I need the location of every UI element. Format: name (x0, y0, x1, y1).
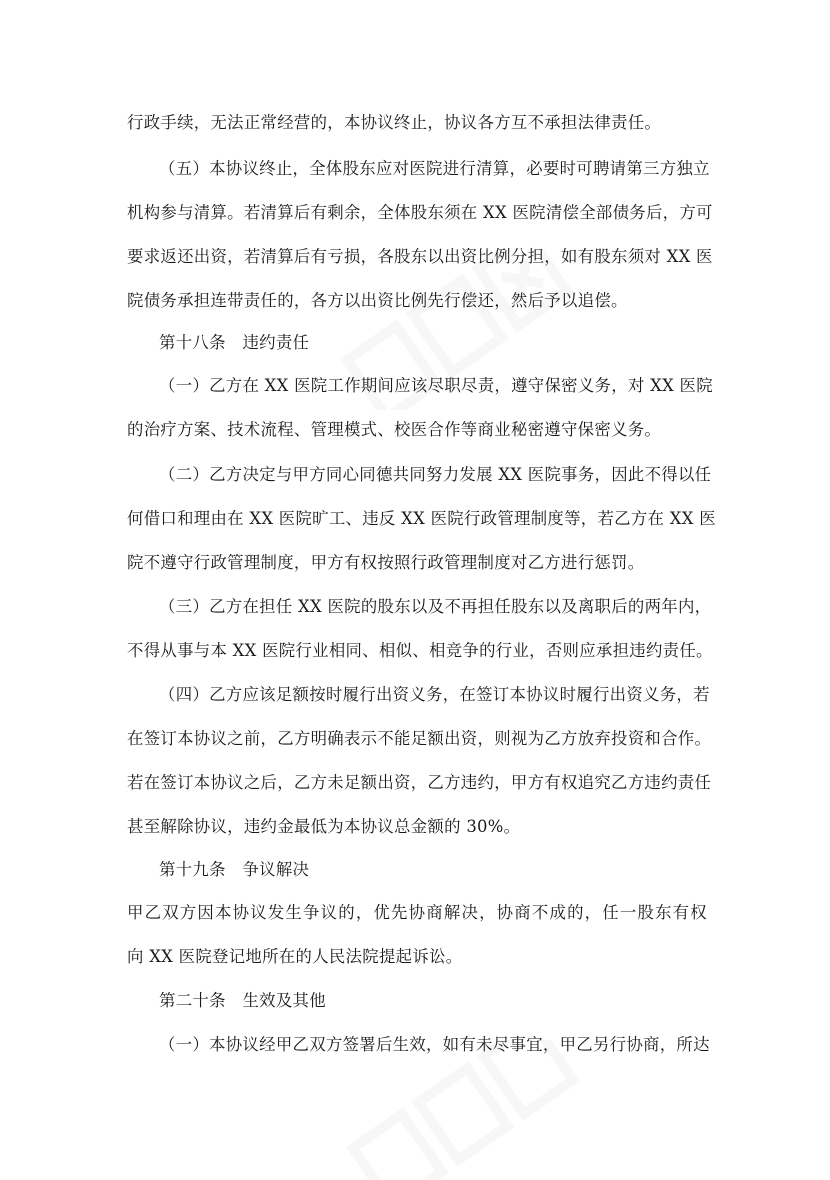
paragraph-line: （二）乙方决定与甲方同心同德共同努力发展 XX 医院事务，因此不得以任 (159, 465, 712, 484)
paragraph-line: 向 XX 医院登记地所在的人民法院提起诉讼。 (127, 947, 463, 966)
paragraph-line: （四）乙方应该足额按时履行出资义务，在签订本协议时履行出资义务，若 (159, 685, 710, 704)
section-heading: 第二十条 生效及其他 (159, 991, 326, 1010)
paragraph-line: （三）乙方在担任 XX 医院的股东以及不再担任股东以及离职后的两年内， (159, 597, 712, 616)
paragraph-line: 甲乙双方因本协议发生争议的，优先协商解决，协商不成的，任一股东有权 (127, 903, 707, 922)
section-heading: 第十八条 违约责任 (159, 333, 310, 352)
paragraph-line: 何借口和理由在 XX 医院旷工、违反 XX 医院行政管理制度等，若乙方在 XX 医 (127, 509, 716, 528)
paragraph-line: 若在签订本协议之后，乙方未足额出资，乙方违约，甲方有权追究乙方违约责任 (127, 773, 712, 792)
paragraph-line: 行政手续，无法正常经营的，本协议终止，协议各方互不承担法律责任。 (127, 113, 662, 132)
paragraph-line: 机构参与清算。若清算后有剩余，全体股东须在 XX 医院清偿全部债务后，方可 (127, 203, 713, 222)
paragraph-line: 在签订本协议之前，乙方明确表示不能足额出资，则视为乙方放弃投资和合作。 (127, 729, 712, 748)
paragraph-line: 院债务承担连带责任的，各方以出资比例先行偿还，然后予以追偿。 (127, 291, 628, 310)
watermark-graphic-bottom (330, 1040, 590, 1180)
paragraph-line: 的治疗方案、技术流程、管理模式、校医合作等商业秘密遵守保密义务。 (127, 420, 662, 439)
paragraph-line: 甚至解除协议，违约金最低为本协议总金额的 30%。 (127, 817, 521, 836)
section-heading: 第十九条 争议解决 (159, 860, 310, 879)
paragraph-line: （一）乙方在 XX 医院工作期间应该尽职尽责，遵守保密义务，对 XX 医院 (159, 376, 713, 395)
paragraph-line: 院不遵守行政管理制度，甲方有权按照行政管理制度对乙方进行惩罚。 (127, 553, 645, 572)
paragraph-line: （五）本协议终止，全体股东应对医院进行清算，必要时可聘请第三方独立 (159, 159, 710, 178)
paragraph-line: 要求返还出资，若清算后有亏损，各股东以出资比例分担，如有股东须对 XX 医 (127, 247, 713, 266)
paragraph-line: （一）本协议经甲乙双方签署后生效，如有未尽事宜，甲乙另行协商，所达 (159, 1035, 710, 1054)
paragraph-line: 不得从事与本 XX 医院行业相同、相似、相竞争的行业，否则应承担违约责任。 (127, 641, 713, 660)
